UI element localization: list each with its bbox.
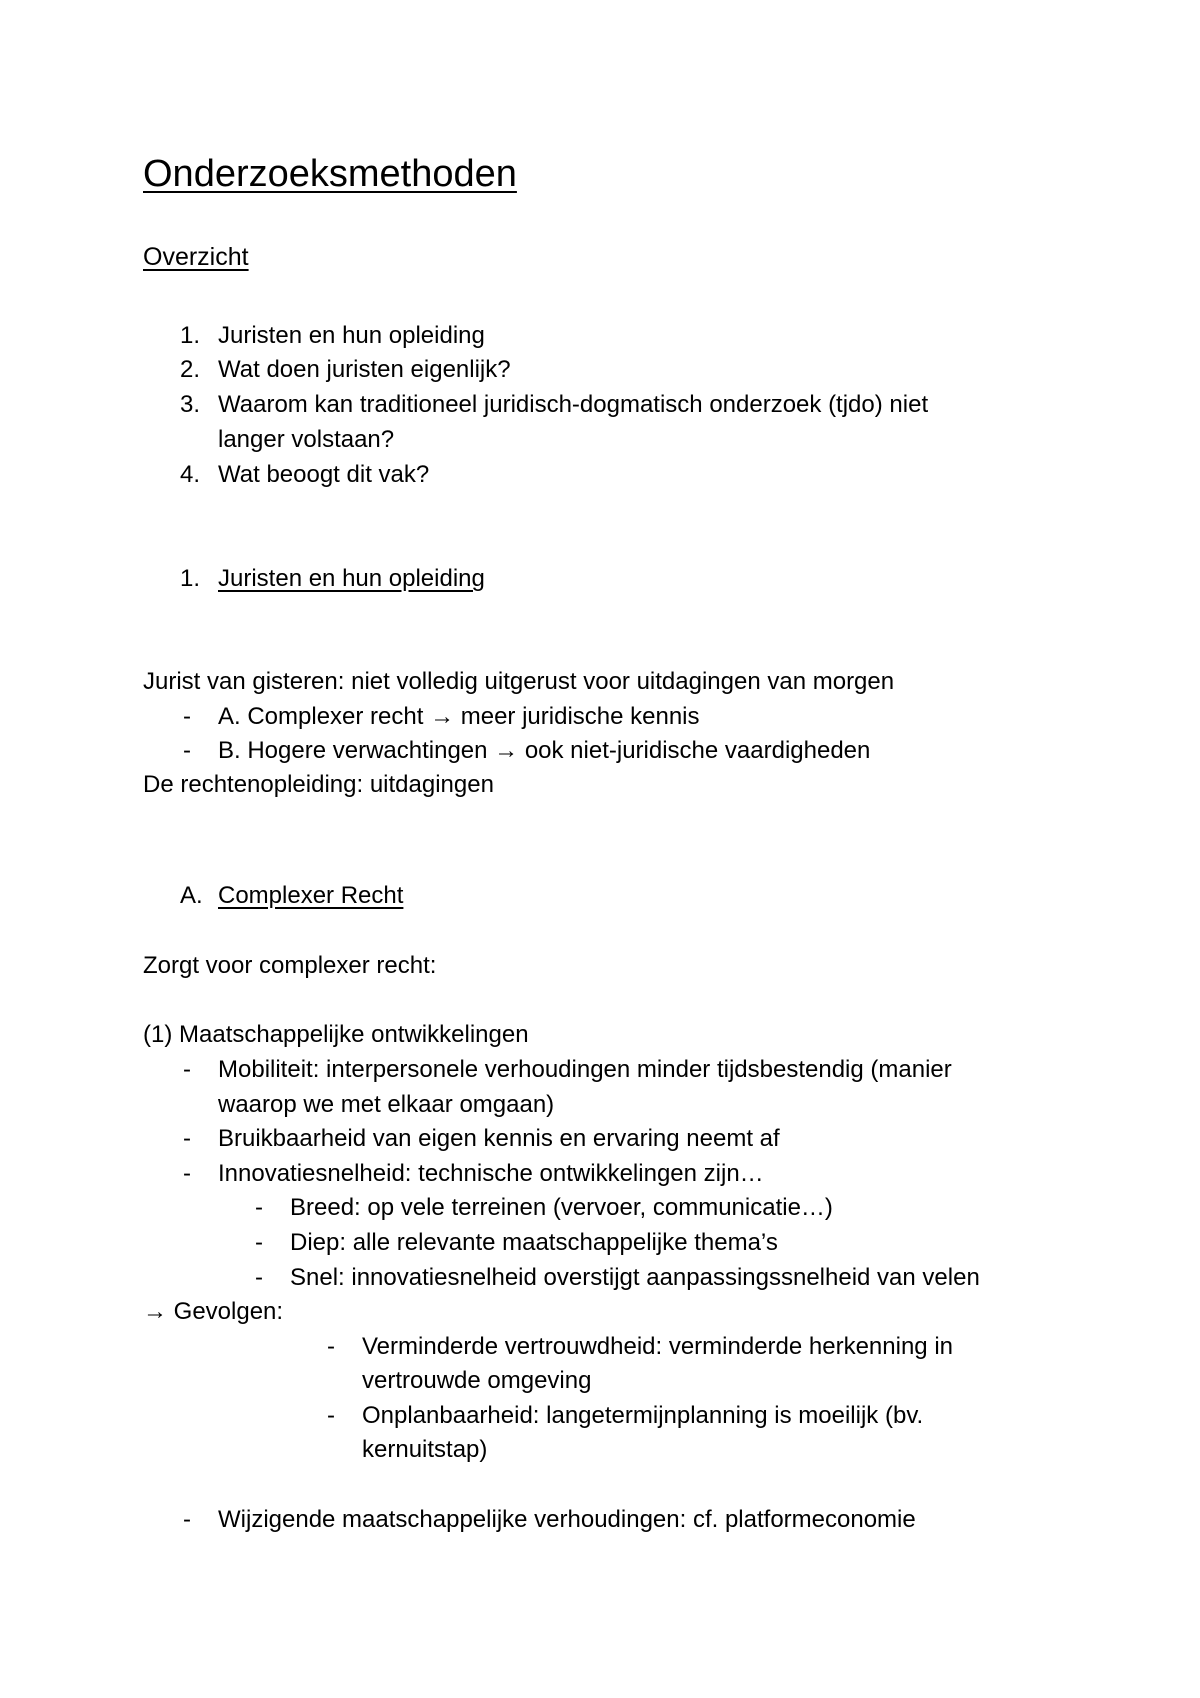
- overview-item-2-text: Wat doen juristen eigenlijk?: [218, 356, 511, 383]
- section-a-bullet-2: Bruikbaarheid van eigen kennis en ervaring neemt af: [218, 1125, 780, 1152]
- section-a-sub-bullet-1: Breed: op vele terreinen (vervoer, communicatie…): [290, 1194, 833, 1221]
- section-1-bullet-2: B. Hogere verwachtingen → ook niet-juridische vaardigheden: [218, 737, 871, 764]
- overview-item-3-text-line-1: Waarom kan traditioneel juridisch-dogmatisch onderzoek (tjdo) niet: [218, 391, 929, 418]
- section-a-sub-bullet-2: Diep: alle relevante maatschappelijke thema’s: [290, 1229, 778, 1256]
- section-a-bullet-1-line-2: waarop we met elkaar omgaan): [218, 1091, 555, 1118]
- section-a-bullet-1-line-1: Mobiliteit: interpersonele verhoudingen minder tijdsbestendig (manier: [218, 1056, 952, 1083]
- section-a-last-bullet-marker: -: [183, 1506, 191, 1533]
- section-1-bullet-2-marker: -: [183, 737, 191, 764]
- overview-item-2-number: 2.: [180, 356, 201, 383]
- section-a-sub-bullet-3-marker: -: [255, 1264, 263, 1291]
- overview-item-1-text: Juristen en hun opleiding: [218, 322, 485, 349]
- consequence-2-line-2: kernuitstap): [362, 1436, 488, 1463]
- section-1-closing: De rechtenopleiding: uitdagingen: [143, 771, 494, 798]
- overview-item-4-number: 4.: [180, 461, 201, 488]
- section-a-heading: Complexer Recht: [218, 882, 404, 909]
- consequence-2-marker: -: [327, 1402, 335, 1429]
- section-a-letter: A.: [180, 882, 203, 909]
- section-1-number: 1.: [180, 565, 201, 592]
- section-a-group-title: (1) Maatschappelijke ontwikkelingen: [143, 1021, 529, 1048]
- section-a-bullet-2-marker: -: [183, 1125, 191, 1152]
- overview-item-1-number: 1.: [180, 322, 201, 349]
- consequence-1-line-1: Verminderde vertrouwdheid: verminderde herkenning in: [362, 1333, 953, 1360]
- section-1-intro: Jurist van gisteren: niet volledig uitgerust voor uitdagingen van morgen: [143, 668, 895, 695]
- section-a-sub-bullet-1-marker: -: [255, 1194, 263, 1221]
- section-a-bullet-1-marker: -: [183, 1056, 191, 1083]
- section-a-bullet-3-marker: -: [183, 1160, 191, 1187]
- section-a-sub-bullet-3: Snel: innovatiesnelheid overstijgt aanpassingssnelheid van velen: [290, 1264, 980, 1291]
- consequences-label: → Gevolgen:: [143, 1298, 284, 1325]
- consequence-1-marker: -: [327, 1333, 335, 1360]
- overview-item-3-number: 3.: [180, 391, 201, 418]
- section-a-sub-bullet-2-marker: -: [255, 1229, 263, 1256]
- document-title: Onderzoeksmethoden: [143, 153, 517, 195]
- section-1-bullet-1: A. Complexer recht → meer juridische kennis: [218, 703, 700, 730]
- section-a-bullet-3: Innovatiesnelheid: technische ontwikkelingen zijn…: [218, 1160, 764, 1187]
- section-a-last-bullet: Wijzigende maatschappelijke verhoudingen: cf. platformeconomie: [218, 1506, 916, 1533]
- section-1-heading: Juristen en hun opleiding: [218, 565, 485, 592]
- section-1-bullet-1-marker: -: [183, 703, 191, 730]
- overview-item-3-text-line-2: langer volstaan?: [218, 426, 395, 453]
- consequence-2-line-1: Onplanbaarheid: langetermijnplanning is moeilijk (bv.: [362, 1402, 924, 1429]
- consequence-1-line-2: vertrouwde omgeving: [362, 1367, 592, 1394]
- section-a-intro: Zorgt voor complexer recht:: [143, 952, 437, 979]
- overview-item-4-text: Wat beoogt dit vak?: [218, 461, 430, 488]
- overview-heading: Overzicht: [143, 243, 249, 271]
